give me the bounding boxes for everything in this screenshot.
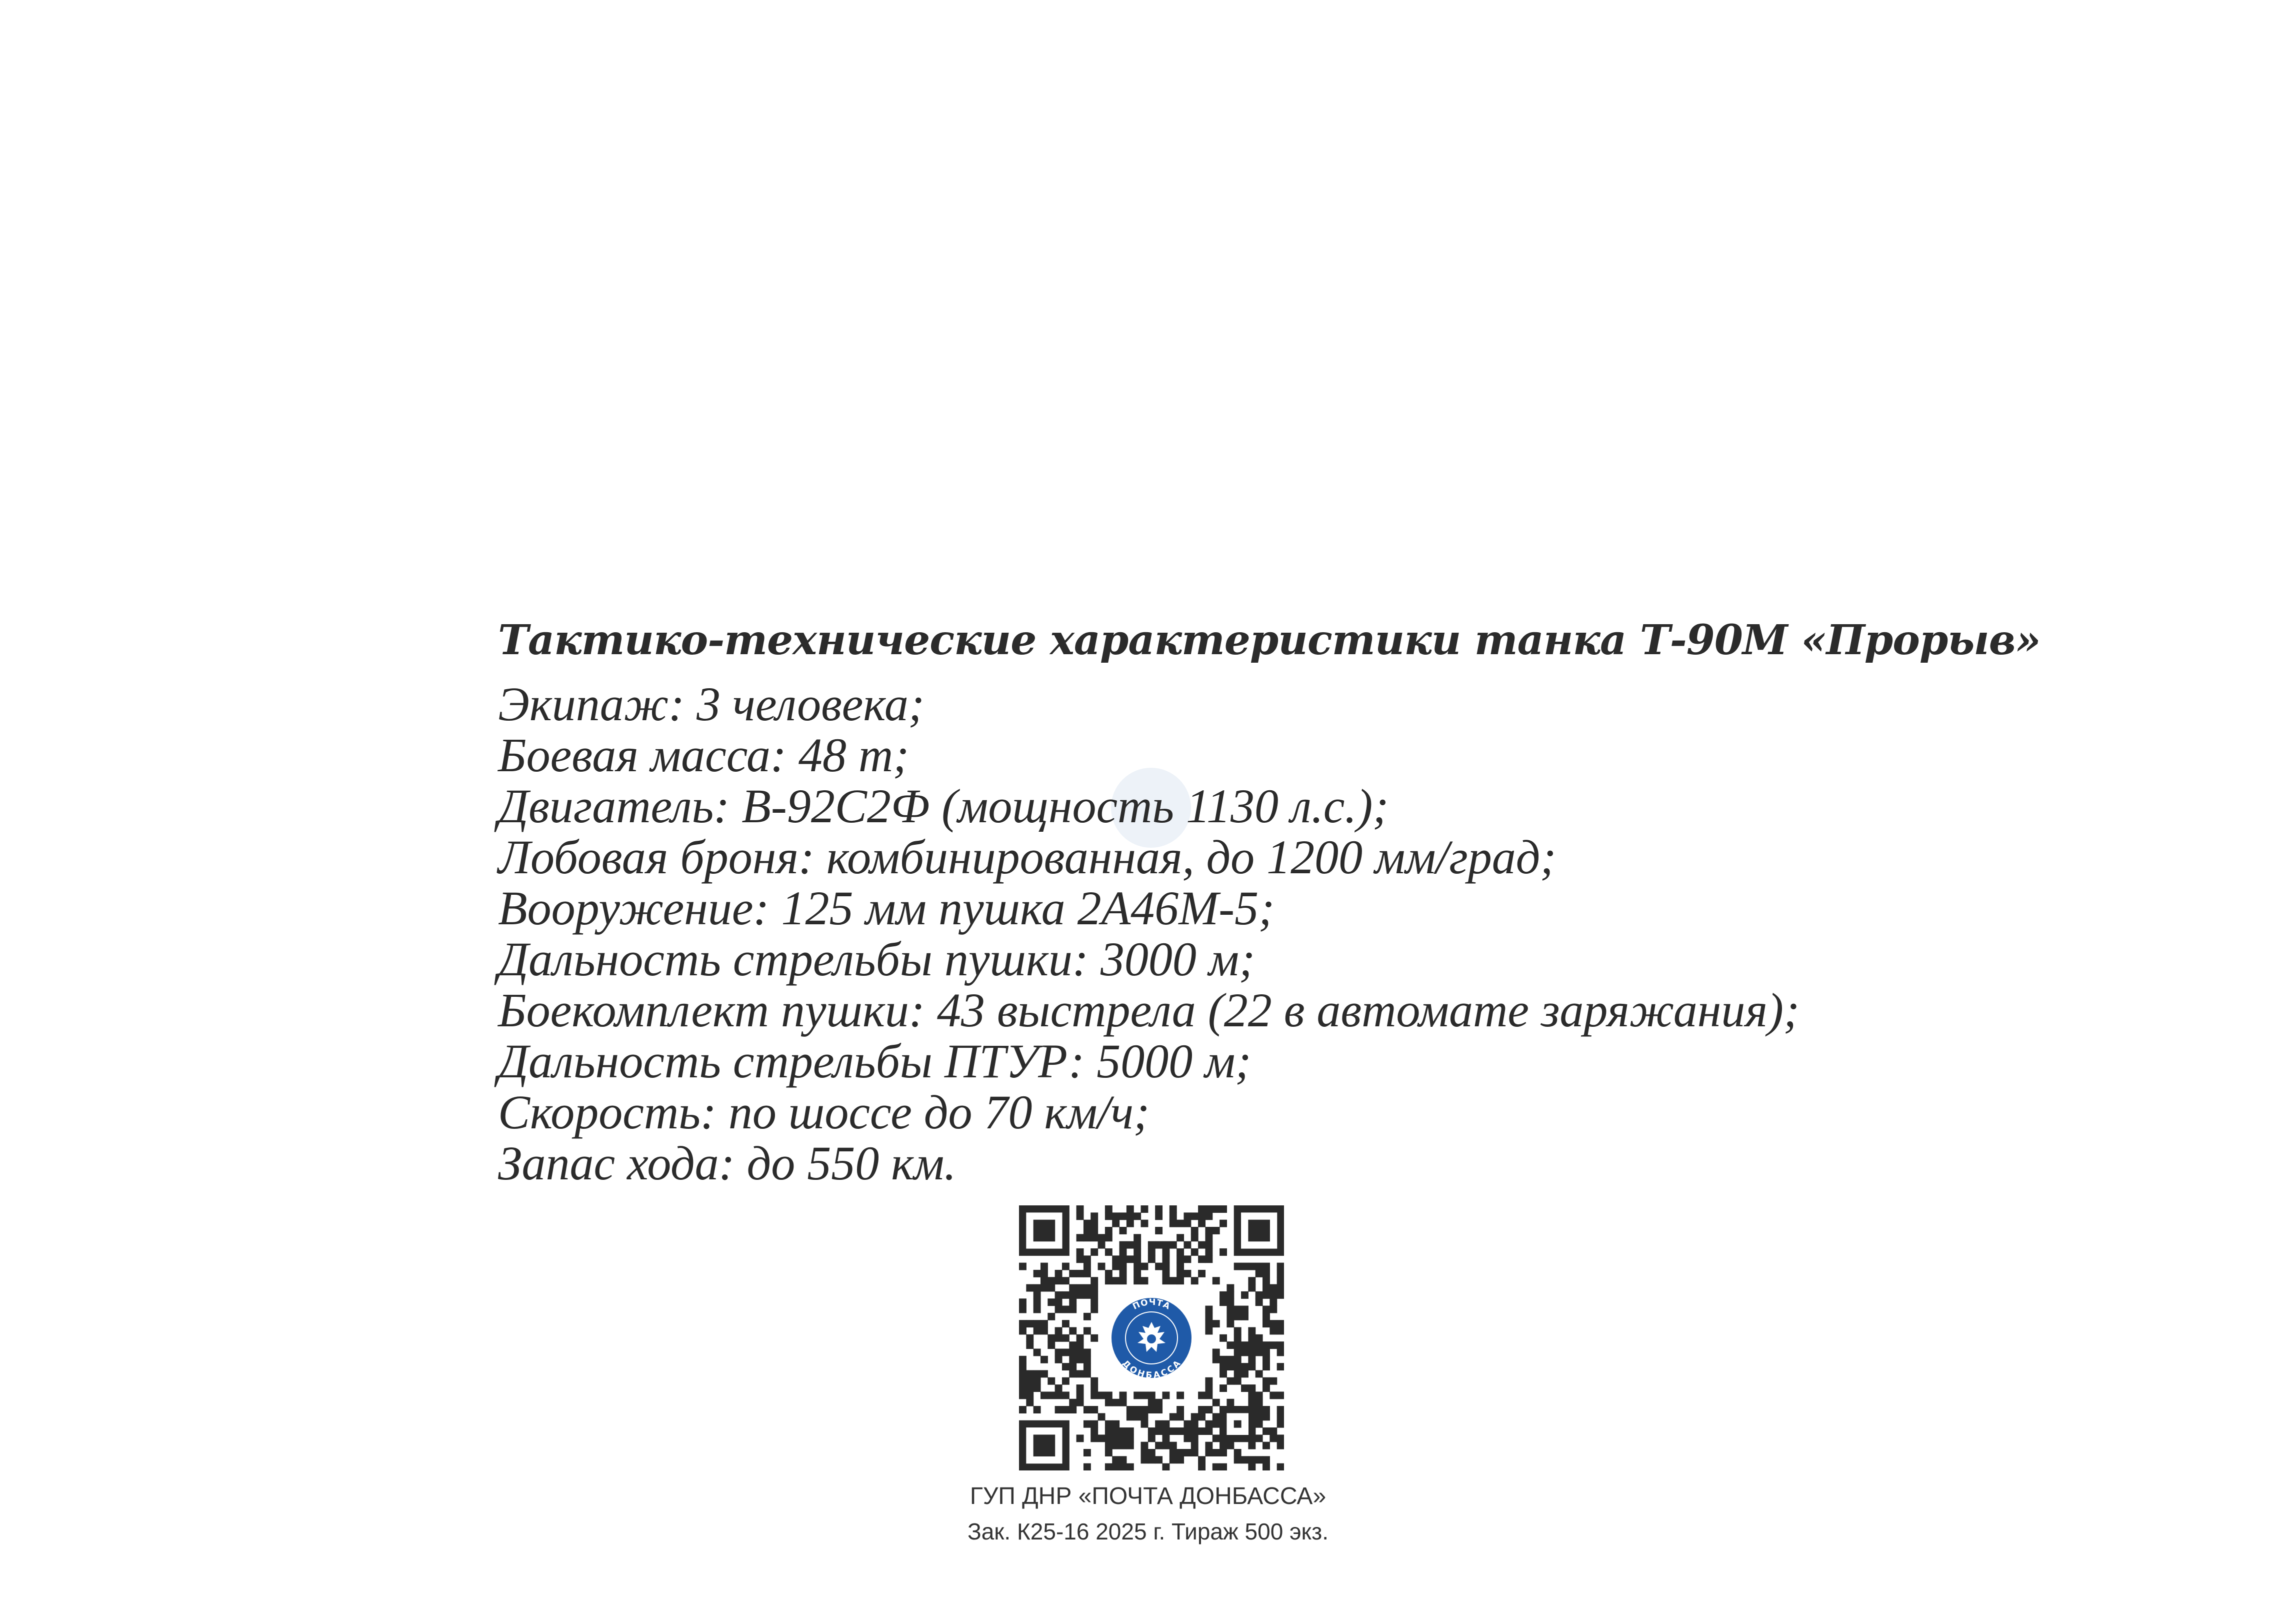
spec-line-atgm-range: Дальность стрельбы ПТУР: 5000 м; — [498, 1034, 1252, 1088]
spec-line-gun-range: Дальность стрельбы пушки: 3000 м; — [498, 932, 1256, 986]
logo-text-top: ПОЧТА — [1131, 1297, 1172, 1312]
spec-line-crew: Экипаж: 3 человека; — [498, 677, 924, 731]
spec-line-armament: Вооружение: 125 мм пушка 2А46М-5; — [498, 881, 1275, 935]
spec-title: Тактико-технические характеристики танка Т-90М «Прорыв» — [498, 616, 2040, 664]
publisher-imprint: ГУП ДНР «ПОЧТА ДОНБАССА» — [970, 1483, 1326, 1509]
spec-line-engine: Двигатель: В-92С2Ф (мощность 1130 л.с.); — [498, 779, 1389, 833]
logo-text-bottom: ДОНБАССА — [1120, 1358, 1183, 1381]
spec-line-range: Запас хода: до 550 км. — [498, 1136, 956, 1190]
print-order-info: Зак. К25-16 2025 г. Тираж 500 экз. — [967, 1518, 1329, 1544]
pochta-donbassa-logo — [1106, 1293, 1196, 1383]
qr-code[interactable] — [1019, 1205, 1284, 1470]
spec-line-mass: Боевая масса: 48 т; — [498, 728, 910, 782]
spec-line-speed: Скорость: по шоссе до 70 км/ч; — [498, 1085, 1150, 1139]
spec-list — [498, 679, 2248, 1189]
spec-line-armor: Лобовая броня: комбинированная, до 1200 мм/град; — [498, 830, 1556, 884]
spec-line-ammo: Боекомплект пушки: 43 выстрела (22 в автомате заряжания); — [498, 983, 1800, 1037]
specifications-block — [498, 613, 2248, 1189]
